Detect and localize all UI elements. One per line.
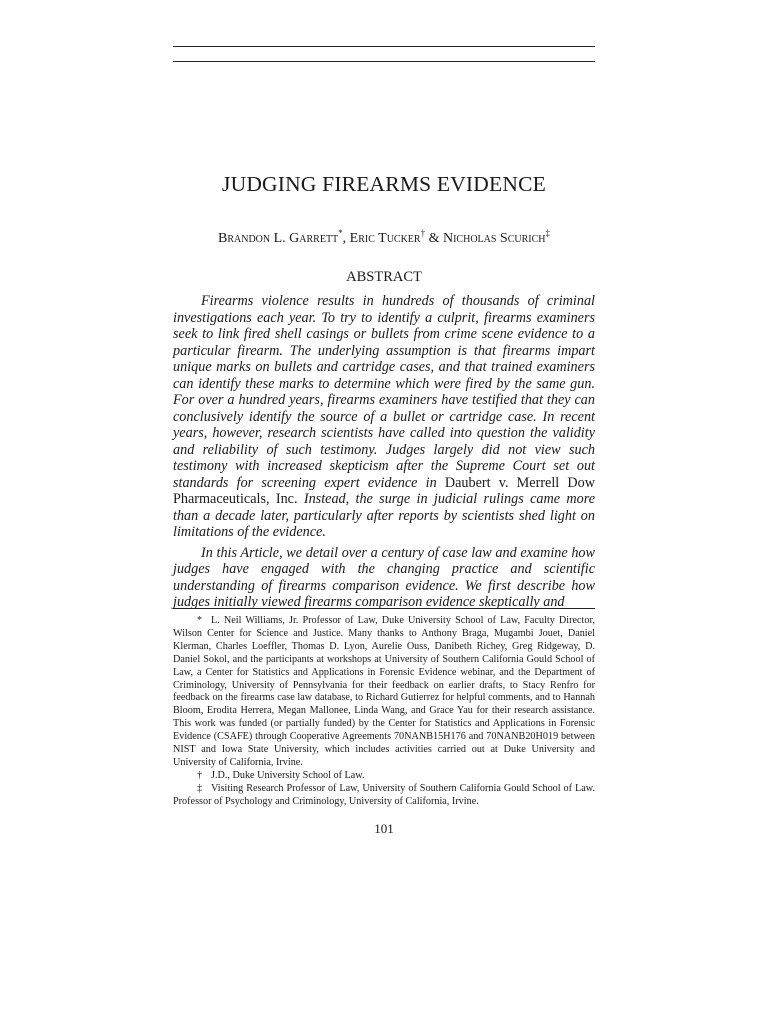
abstract-text: Instead, the surge in judicial rulings came more than a decade later, particularly after reports by scientists shed light on limitations of the evidence. <box>173 491 595 540</box>
author-footnote-mark[interactable]: ‡ <box>545 228 550 238</box>
abstract-body <box>173 293 595 611</box>
author-name: Nicholas Scurich <box>442 231 546 246</box>
footnote <box>173 615 595 770</box>
article-title: JUDGING FIREARMS EVIDENCE <box>222 172 546 196</box>
author-separator: , <box>342 231 350 246</box>
footnote-text: L. Neil Williams, Jr. Professor of Law, Duke University School of Law, Faculty Director, Wilson Center for Science and Justice. Many thanks to Anthony Braga, Mugambi Jouet, Daniel Klerman, Charles Loeffler, Thomas D. Lyon, Aurelie Ouss, Danibeth Richey, Greg Ridgeway, D. Daniel Sokol, and the participants at workshops at University of Southern California Gould School of Law, a Center for Statistics and Applications in Forensic Evidence webinar, and the Department of Criminology, University of Pennsylvania for their feedback on earlier drafts, to Stacy Renfro for feedback on the firearms case law database, to Richard Gutierrez for helpful comments, and to Hannah Bloom, Erodita Herrera, Megan Mallonee, Linda Wang, and Grace Yau for their research assistance. This work was funded (or partially funded) by the Center for Statistics and Applications in Forensic Evidence (CSAFE) through Cooperative Agreements 70NANB15H176 and 70NANB20H019 between NIST and Iowa State University, which includes activities carried out at Duke University and University of California, Irvine. <box>173 615 595 768</box>
author-separator: & <box>425 231 443 246</box>
footnote-text: Visiting Research Professor of Law, University of Southern California Gould School of Law. Professor of Psychology and Criminology, University of California, Irvine. <box>173 782 595 807</box>
author-name: Eric Tucker <box>349 231 421 246</box>
author-footnote-mark[interactable]: † <box>420 228 426 238</box>
author-name: Brandon L. Garrett <box>218 231 339 246</box>
case-citation: Daubert v. Merrell Dow Pharmaceuticals, Inc. <box>173 474 596 507</box>
footnote-mark: * <box>197 615 203 626</box>
header-rule-top <box>173 46 595 47</box>
footnote <box>173 770 595 783</box>
footnote-rule <box>173 608 595 609</box>
footnote-mark: ‡ <box>197 782 203 794</box>
header-rule-bottom <box>173 61 595 62</box>
page-number: 101 <box>374 821 394 836</box>
abstract-text: Firearms violence results in hundreds of thousands of criminal investigations each year. To try to identify a culprit, firearms examiners seek to link fired shell casings or bullets from crime scene evidence to a particular firearm. The underlying assumption is that firearms impart unique marks on bullets and cartridge cases, and that trained examiners can identify these marks to determine which were fired by the same gun. For over a hundred years, firearms examiners have testified that they can conclusively identify the source of a bullet or cartridge case. In recent years, however, research scientists have called into question the validity and reliability of such testimony. Judges largely did not view such testimony with increased skepticism after the Supreme Court set out standards for screening expert evidence in <box>173 293 595 491</box>
footnotes <box>173 615 595 809</box>
footnote-text: J.D., Duke University School of Law. <box>211 769 365 781</box>
abstract-paragraph <box>173 293 595 541</box>
abstract-heading: ABSTRACT <box>346 269 422 285</box>
footnote <box>173 783 595 809</box>
footnote-mark: † <box>197 769 203 781</box>
author-footnote-mark[interactable]: * <box>338 228 343 238</box>
abstract-paragraph: In this Article, we detail over a century of case law and examine how judges have engaged with the changing practice and scientific understanding of firearms comparison evidence. We first describe how judges initially viewed firearms comparison evidence skeptically and <box>173 544 595 610</box>
author-line <box>0 228 768 247</box>
